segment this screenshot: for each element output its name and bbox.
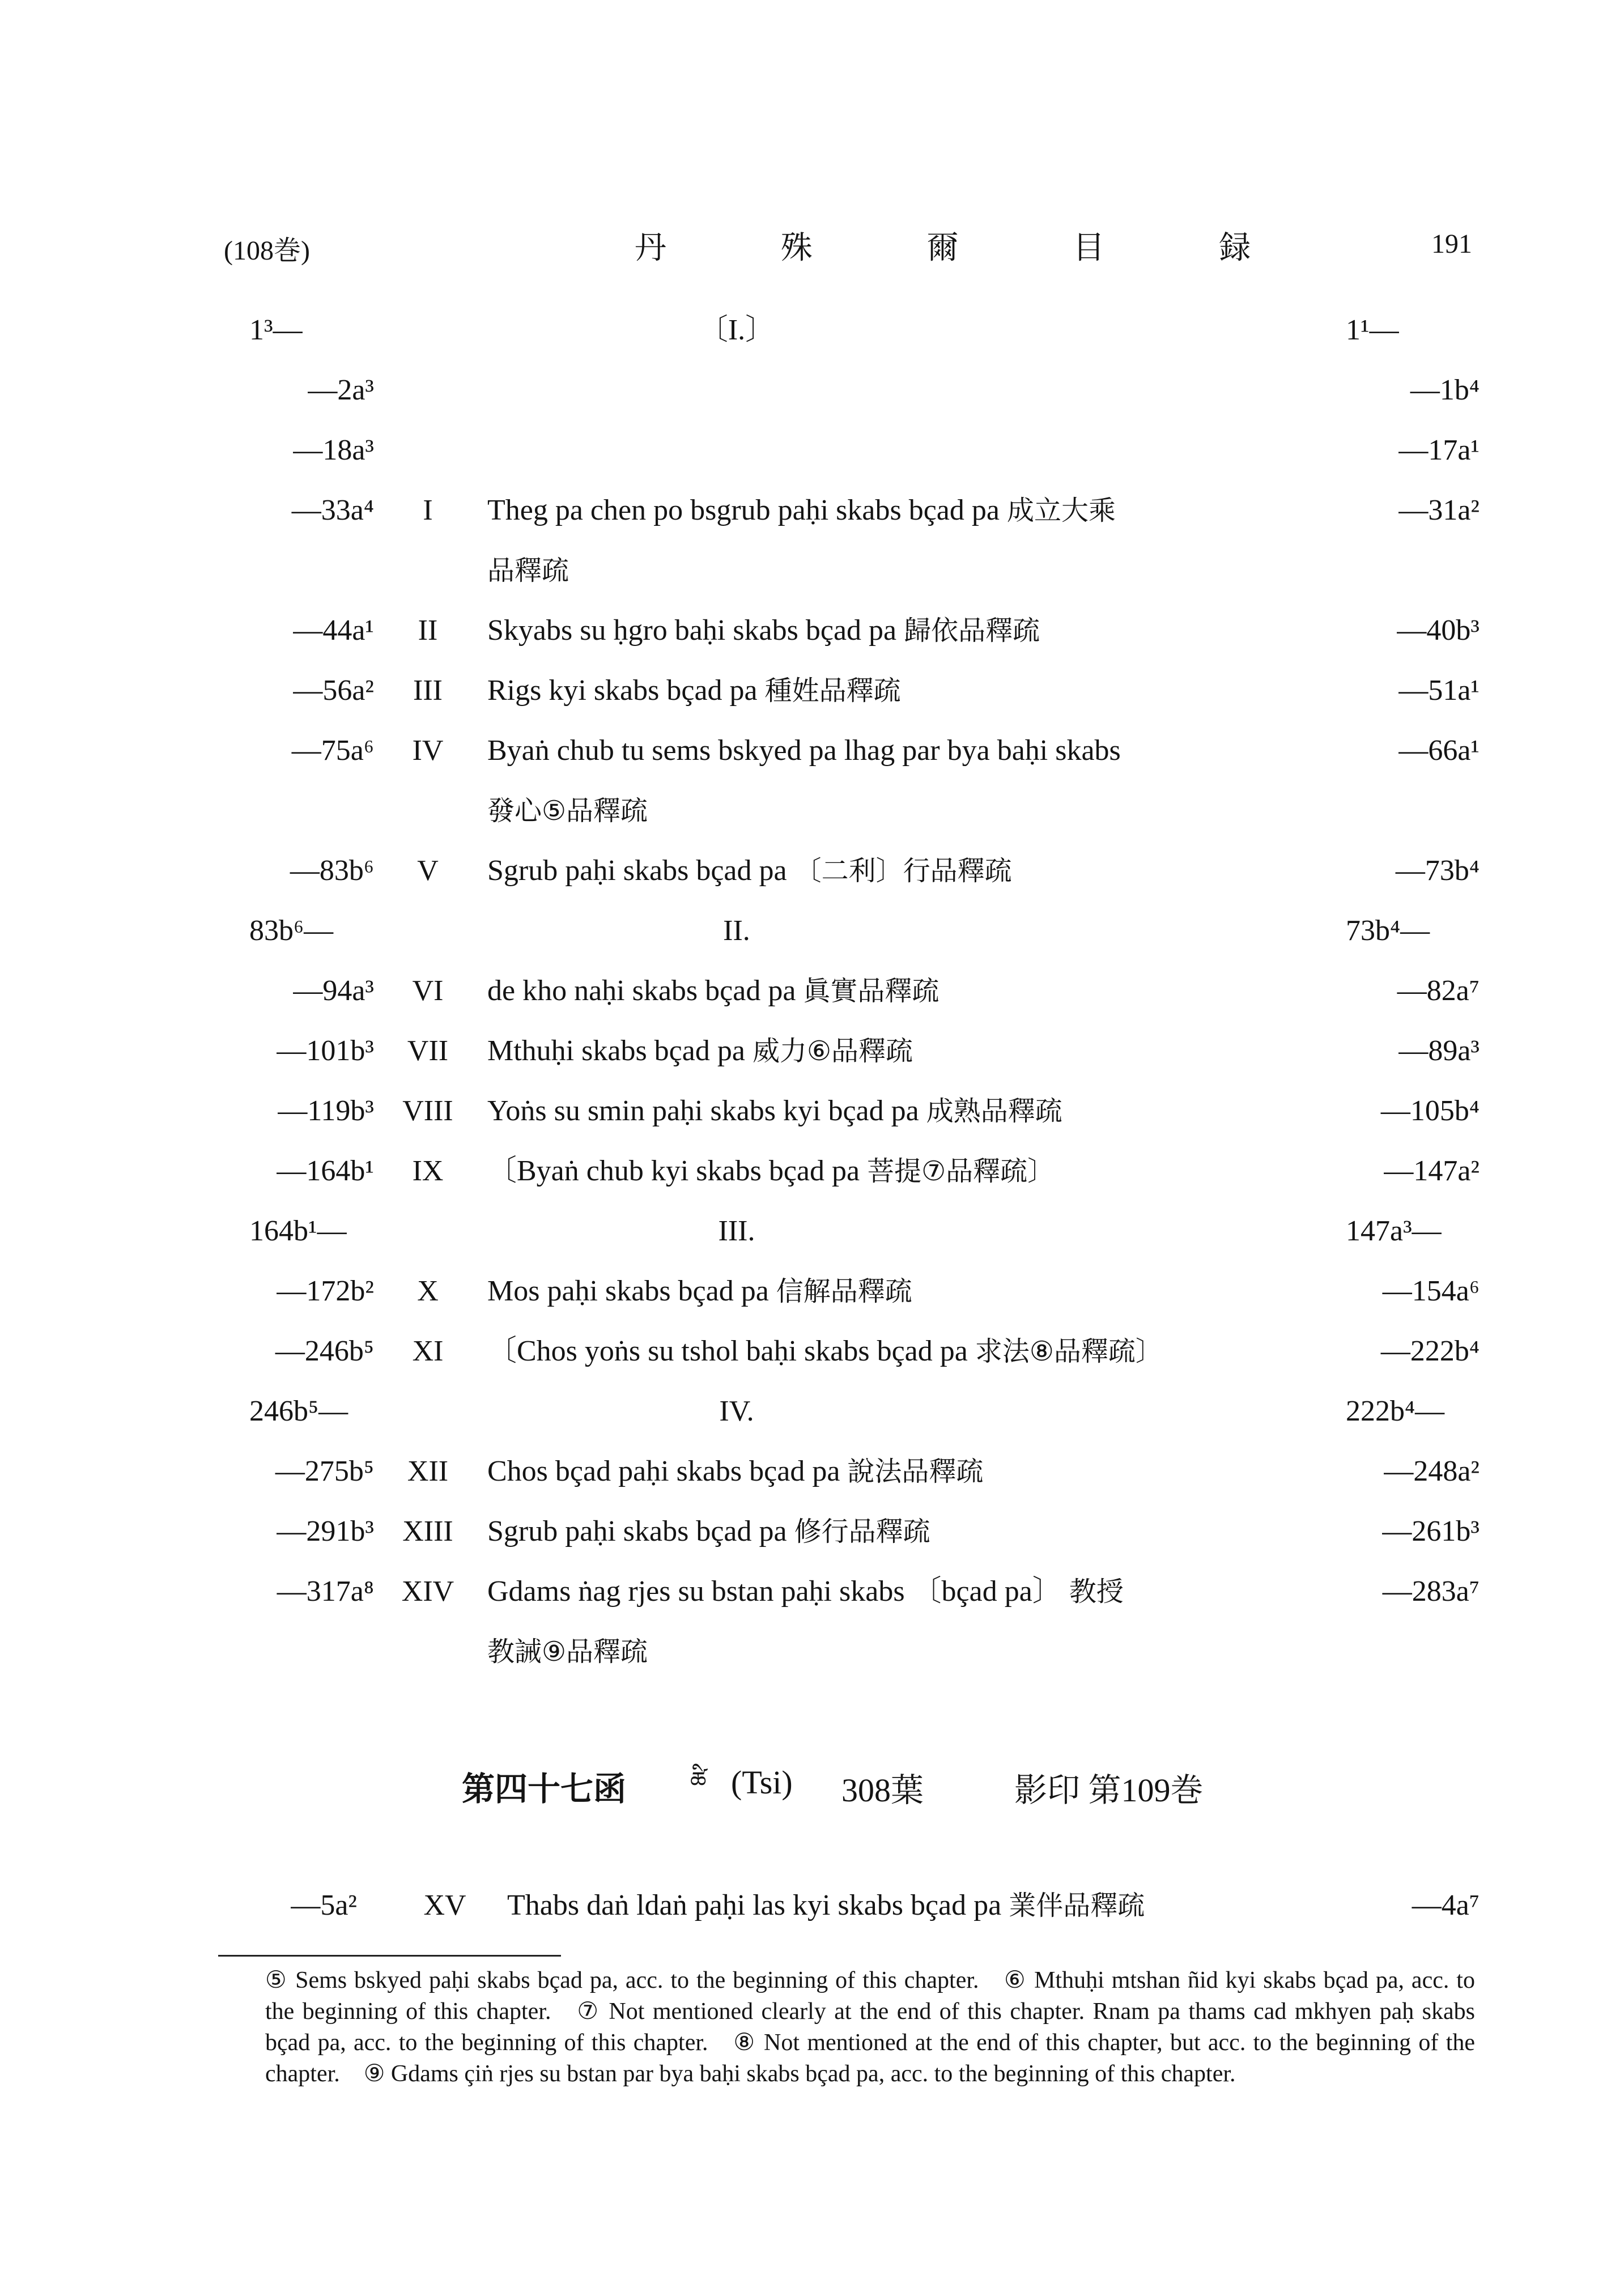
table-row [0, 1081, 1624, 1141]
table-row [0, 1261, 1624, 1321]
folio-end: —31a² [1398, 494, 1480, 526]
folio-end: —73b⁴ [1395, 854, 1480, 887]
chapter-title-text: Theg pa chen po bsgrub paḥi skabs bçad pa [487, 494, 1007, 526]
tibetan-letter: ཚི [690, 1767, 707, 1793]
chapter-title-text: 〔Chos yoṅs su tshol baḥi skabs bçad pa [487, 1335, 975, 1367]
chapter-number: XII [407, 1455, 449, 1487]
chapter-number: XI [412, 1335, 444, 1367]
folio-start: —291b³ [277, 1515, 374, 1547]
table-row [0, 601, 1624, 661]
section-heading [0, 1751, 1624, 1819]
table-row [0, 1021, 1624, 1081]
section-label: II. [723, 915, 750, 947]
chapter-title-line2: 教誡⑨品釋疏 [487, 1636, 648, 1668]
section-label: 〔I.〕 [698, 314, 775, 346]
chapter-title [487, 360, 1281, 420]
chapter-title-line2: 發心⑤品釋疏 [487, 795, 648, 827]
folio-start: —44a¹ [293, 614, 374, 647]
folio-end: 73b⁴— [1346, 915, 1430, 947]
chapter-title-cjk: 說法品釋疏 [847, 1456, 984, 1487]
chapter-title [487, 721, 1281, 841]
section-row [0, 300, 1624, 360]
chapter-title [487, 1081, 1281, 1141]
folio-start: —83b⁶ [290, 854, 374, 887]
chapter-number: X [417, 1275, 439, 1307]
chapter-title [507, 1876, 1145, 1936]
folio-start: 83b⁶— [249, 915, 334, 947]
folio-end: —283a⁷ [1382, 1575, 1480, 1608]
folio-start: —101b³ [277, 1035, 374, 1067]
chapter-title-cjk: 威力⑥品釋疏 [752, 1035, 913, 1067]
table-row [0, 1321, 1624, 1381]
chapter-title [487, 1021, 1281, 1081]
chapter-title [487, 1502, 1281, 1562]
folio-start: —94a³ [293, 975, 374, 1007]
folio-end: —51a¹ [1398, 674, 1480, 707]
footnote: ⑦ Not mentioned clearly at the end of this chapter. Rnam pa thams cad mkhyen paḥ skabs bçad pa, acc. to the beginning of this chapter. [265, 1999, 1475, 2056]
chapter-number: XV [423, 1889, 466, 1921]
chapter-number: IV [412, 734, 444, 767]
chapter-number: XIII [402, 1515, 453, 1547]
chapter-title-line2: 品釋疏 [487, 555, 569, 586]
chapter-title [487, 961, 1281, 1021]
chapter-title-text: Mthuḥi skabs bçad pa [487, 1035, 753, 1067]
folio-end: —261b³ [1382, 1515, 1480, 1547]
folio-end: —17a¹ [1398, 434, 1480, 466]
chapter-title-text: 〔Byaṅ chub kyi skabs bçad pa [487, 1155, 868, 1187]
chapter-title-text: Rigs kyi skabs bçad pa [487, 674, 765, 707]
case-title: 第四十七函 [462, 1770, 627, 1808]
table-row [0, 661, 1624, 721]
footnote: ⑧ Not mentioned at the end of this chapter, but acc. to the beginning of the chapter. [265, 2030, 1475, 2087]
chapter-title-cjk: 業伴品釋疏 [1009, 1890, 1145, 1921]
chapter-title-text: Byaṅ chub tu sems bskyed pa lhag par bya baḥi skabs [487, 734, 1121, 767]
chapter-number: I [423, 494, 433, 526]
chapter-title [487, 1141, 1281, 1201]
chapter-title-text: Thabs daṅ ldaṅ paḥi las kyi skabs bçad pa [507, 1889, 1009, 1921]
chapter-number: IX [412, 1155, 444, 1187]
facsimile-volume: 影印 第109巻 [1014, 1772, 1204, 1809]
table-row [0, 481, 1624, 601]
page-header [0, 218, 1624, 280]
folio-end: —82a⁷ [1397, 975, 1480, 1007]
chapter-title [487, 601, 1281, 661]
folio-start: —119b³ [278, 1095, 374, 1127]
folio-start: 1³— [249, 314, 303, 346]
folio-start: —5a² [291, 1889, 357, 1921]
folio-end: 222b⁴— [1346, 1395, 1445, 1427]
chapter-title-cjk: 歸依品釋疏 [904, 615, 1040, 647]
table-row [0, 1141, 1624, 1201]
folio-start: 246b⁵— [249, 1395, 348, 1427]
folio-end: —89a³ [1398, 1035, 1480, 1067]
chapter-number: II [418, 614, 438, 647]
page-title: 丹 殊 爾 目 録 [635, 229, 1303, 266]
chapter-title-cjk: 種姓品釋疏 [764, 675, 901, 707]
section-label: III. [718, 1215, 755, 1247]
chapter-title-cjk: 菩提⑦品釋疏〕 [867, 1155, 1055, 1187]
chapter-number: VIII [402, 1095, 453, 1127]
chapter-title-cjk: 信解品釋疏 [776, 1275, 912, 1307]
section-label: IV. [719, 1395, 754, 1427]
chapter-title [487, 420, 1281, 481]
folio-start: 164b¹— [249, 1215, 347, 1247]
footnote: ⑤ Sems bskyed paḥi skabs bçad pa, acc. to the beginning of this chapter. [265, 1967, 979, 1993]
leaf-count: 308葉 [841, 1772, 924, 1809]
folio-end: 147a³— [1346, 1215, 1442, 1247]
folio-start: —317a⁸ [277, 1575, 374, 1608]
table-row [0, 420, 1624, 481]
chapter-title-text: Sgrub paḥi skabs bçad pa [487, 1515, 794, 1547]
folio-end: —1b⁴ [1410, 374, 1480, 406]
chapter-title-text: Gdams ṅag rjes su bstan paḥi skabs 〔bçad pa〕 [487, 1575, 1069, 1608]
footnote: ⑨ Gdams çiṅ rjes su bstan par bya baḥi skabs bçad pa, acc. to the beginning of this chapter. [363, 2061, 1236, 2087]
section-row [0, 1201, 1624, 1261]
chapter-title-text: de kho naḥi skabs bçad pa [487, 975, 804, 1007]
chapter-title-cjk: 成熟品釋疏 [926, 1095, 1062, 1127]
catalog-entries [0, 300, 1624, 1682]
chapter-title [487, 481, 1281, 601]
chapter-title-text: Chos bçad paḥi skabs bçad pa [487, 1455, 848, 1487]
chapter-title-cjk: 〔二利〕行品釋疏 [794, 855, 1012, 887]
chapter-title-text: Yoṅs su smin paḥi skabs kyi bçad pa [487, 1095, 926, 1127]
chapter-title-text: Mos paḥi skabs bçad pa [487, 1275, 776, 1307]
chapter-title [487, 1562, 1281, 1682]
chapter-title [487, 841, 1281, 901]
chapter-number: III [413, 674, 443, 707]
folio-start: —275b⁵ [275, 1455, 374, 1487]
chapter-title-cjk: 教授 [1069, 1576, 1124, 1608]
chapter-title-text: Skyabs su ḥgro baḥi skabs bçad pa [487, 614, 904, 647]
folio-start: —18a³ [293, 434, 374, 466]
folio-end: —222b⁴ [1380, 1335, 1480, 1367]
table-row [0, 961, 1624, 1021]
folio-end: —66a¹ [1398, 734, 1480, 767]
folio-end: —4a⁷ [1412, 1889, 1480, 1921]
section-row [0, 901, 1624, 961]
chapter-title-cjk: 修行品釋疏 [794, 1516, 930, 1547]
table-row [0, 360, 1624, 420]
folio-start: —246b⁵ [275, 1335, 374, 1367]
footnotes [265, 1965, 1475, 2090]
folio-start: —56a² [293, 674, 374, 707]
chapter-title [487, 1261, 1281, 1321]
table-row [0, 721, 1624, 841]
chapter-title-text: Sgrub paḥi skabs bçad pa [487, 854, 794, 887]
folio-end: —147a² [1384, 1155, 1480, 1187]
folio-end: —40b³ [1397, 614, 1480, 647]
case-romanized: (Tsi) [731, 1764, 793, 1801]
page-number: 191 [1431, 229, 1472, 259]
folio-end: 1¹— [1346, 314, 1399, 346]
folio-end: —105b⁴ [1380, 1095, 1480, 1127]
folio-start: —164b¹ [277, 1155, 374, 1187]
chapter-number: XIV [401, 1575, 454, 1608]
chapter-title-cjk: 成立大乘 [1006, 495, 1116, 526]
chapter-title-cjk: 求法⑧品釋疏〕 [975, 1336, 1163, 1367]
folio-start: —75a⁶ [291, 734, 374, 767]
table-row [0, 1502, 1624, 1562]
folio-start: —33a⁴ [291, 494, 374, 526]
chapter-title [487, 661, 1281, 721]
chapter-number: VI [412, 975, 444, 1007]
chapter-title [487, 1442, 1281, 1502]
table-row [0, 1442, 1624, 1502]
folio-start: —172b² [277, 1275, 374, 1307]
chapter-number: VII [407, 1035, 449, 1067]
folio-end: —154a⁶ [1382, 1275, 1480, 1307]
chapter-title-cjk: 眞實品釋疏 [803, 975, 939, 1007]
volume-label: (108巻) [224, 236, 310, 266]
footnote-rule [218, 1955, 561, 1957]
chapter-number: V [417, 854, 439, 887]
section-row [0, 1381, 1624, 1442]
table-row [0, 841, 1624, 901]
folio-end: —248a² [1384, 1455, 1480, 1487]
table-row [0, 1562, 1624, 1682]
footnote: ⑥ Mthuḥi mtshan ñid kyi skabs bçad pa, acc. to the beginning of this chapter. [265, 1967, 1475, 2025]
folio-start: —2a³ [308, 374, 374, 406]
chapter-title [487, 1321, 1281, 1381]
